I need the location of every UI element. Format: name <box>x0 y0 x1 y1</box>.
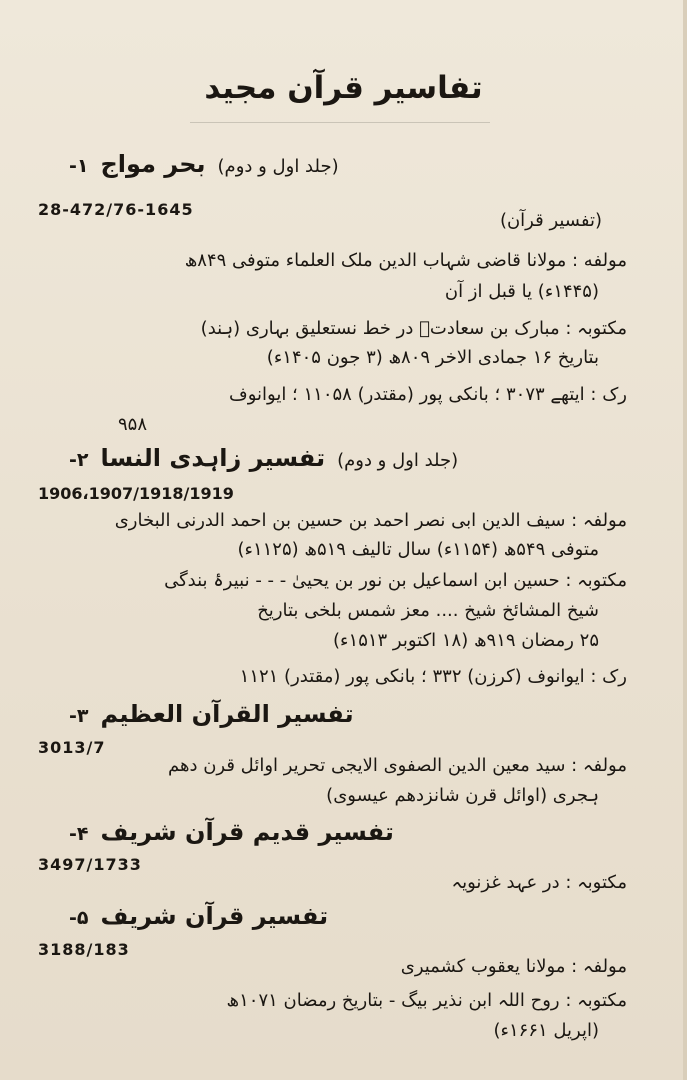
entry-line: مولفہ : مولانا یعقوب کشمیری <box>400 956 627 977</box>
entry-name: بحر مواج <box>100 150 206 178</box>
entry-number: ۱- <box>69 155 89 177</box>
entry-name: تفسیر قدیم قرآن شریف <box>100 818 394 846</box>
entry-name: تفسیر القرآن العظیم <box>100 700 354 728</box>
entry-ref-4: 3497/1733 <box>38 855 142 874</box>
entry-heading-1 <box>69 150 629 186</box>
entry-heading-3 <box>69 700 629 736</box>
title-rule <box>190 122 490 123</box>
entry-ref-2: 1906،1907/1918/1919 <box>38 484 234 503</box>
entry-heading-2 <box>69 444 629 480</box>
entry-heading-4 <box>69 818 629 854</box>
entry-line: ۹۵۸ <box>117 414 147 435</box>
entry-line: مکتوبہ : در عہد غزنویہ <box>451 872 627 893</box>
entry-line: مکتوبہ : حسین ابن اسماعیل بن نور بن یحییٰ - - - نبیرۂ بندگی <box>164 570 627 591</box>
entry-line: مولفہ : سید معین الدین الصفوی الایجی تحریر اوائل قرن دھم <box>168 755 627 776</box>
entry-line: (۱۴۴۵ء) یا قبل از آن <box>444 281 599 302</box>
entry-number: ۲- <box>69 449 89 471</box>
entry-note: (جلد اول و دوم) <box>337 450 459 471</box>
entry-line: مولفه : مولانا قاضی شہاب الدین ملک العلماء متوفی ۸۴۹ھ <box>184 250 627 271</box>
entry-line: بتاریخ ۱۶ جمادی الاخر ۸۰۹ھ (۳ جون ۱۴۰۵ء) <box>266 347 599 368</box>
page-title: تفاسیر قرآن مجید <box>204 70 483 106</box>
entry-line: ہجری (اوائل قرن شانزدھم عیسوی) <box>326 785 599 806</box>
entry-number: ۴- <box>69 823 89 845</box>
entry-heading-5 <box>69 902 629 938</box>
entry-number: ۵- <box>69 907 89 929</box>
entry-line: (اپریل ۱۶۶۱ء) <box>493 1020 599 1041</box>
entry-line: رک : ایتھے ۳۰۷۳ ؛ بانکی پور (مقتدر) ۱۱۰۵۸ ؛ ایوانوف <box>229 384 627 405</box>
entry-line: مولفہ : سیف الدین ابی نصر احمد بن حسین بن احمد الدرنی البخاری <box>114 510 627 531</box>
entry-line: ۲۵ رمضان ۹۱۹ھ (۱۸ اکتوبر ۱۵۱۳ء) <box>333 630 599 651</box>
entry-name: تفسیر زاہدی النسا <box>100 444 326 472</box>
entry-line: متوفی ۵۴۹ھ (۱۱۵۴ء) سال تالیف ۵۱۹ھ (۱۱۲۵ء) <box>237 539 599 560</box>
entry-line: مکتوبہ : روح اللہ ابن نذیر بیگ - بتاریخ رمضان ۱۰۷۱ھ <box>226 990 627 1011</box>
entry-ref-1: 28-472/76-1645 <box>38 200 194 219</box>
entry-name: تفسیر قرآن شریف <box>100 902 329 930</box>
page-edge <box>683 0 687 1080</box>
entry-line: رک : ایوانوف (کرزن) ۳۳۲ ؛ بانکی پور (مقتدر) ۱۱۲۱ <box>239 666 627 687</box>
entry-ref-3: 3013/7 <box>38 738 106 757</box>
entry-line: (تفسیر قرآن) <box>499 210 602 231</box>
entry-note: (جلد اول و دوم) <box>217 156 339 177</box>
entry-ref-5: 3188/183 <box>38 940 130 959</box>
entry-line: شیخ المشائخ شیخ .... معز شمس بلخی بتاریخ <box>257 600 599 621</box>
entry-line: مکتوبہ : مبارک بن سعادتؔ در خط نستعلیق بہاری (ہند) <box>200 318 627 339</box>
entry-number: ۳- <box>69 705 89 727</box>
